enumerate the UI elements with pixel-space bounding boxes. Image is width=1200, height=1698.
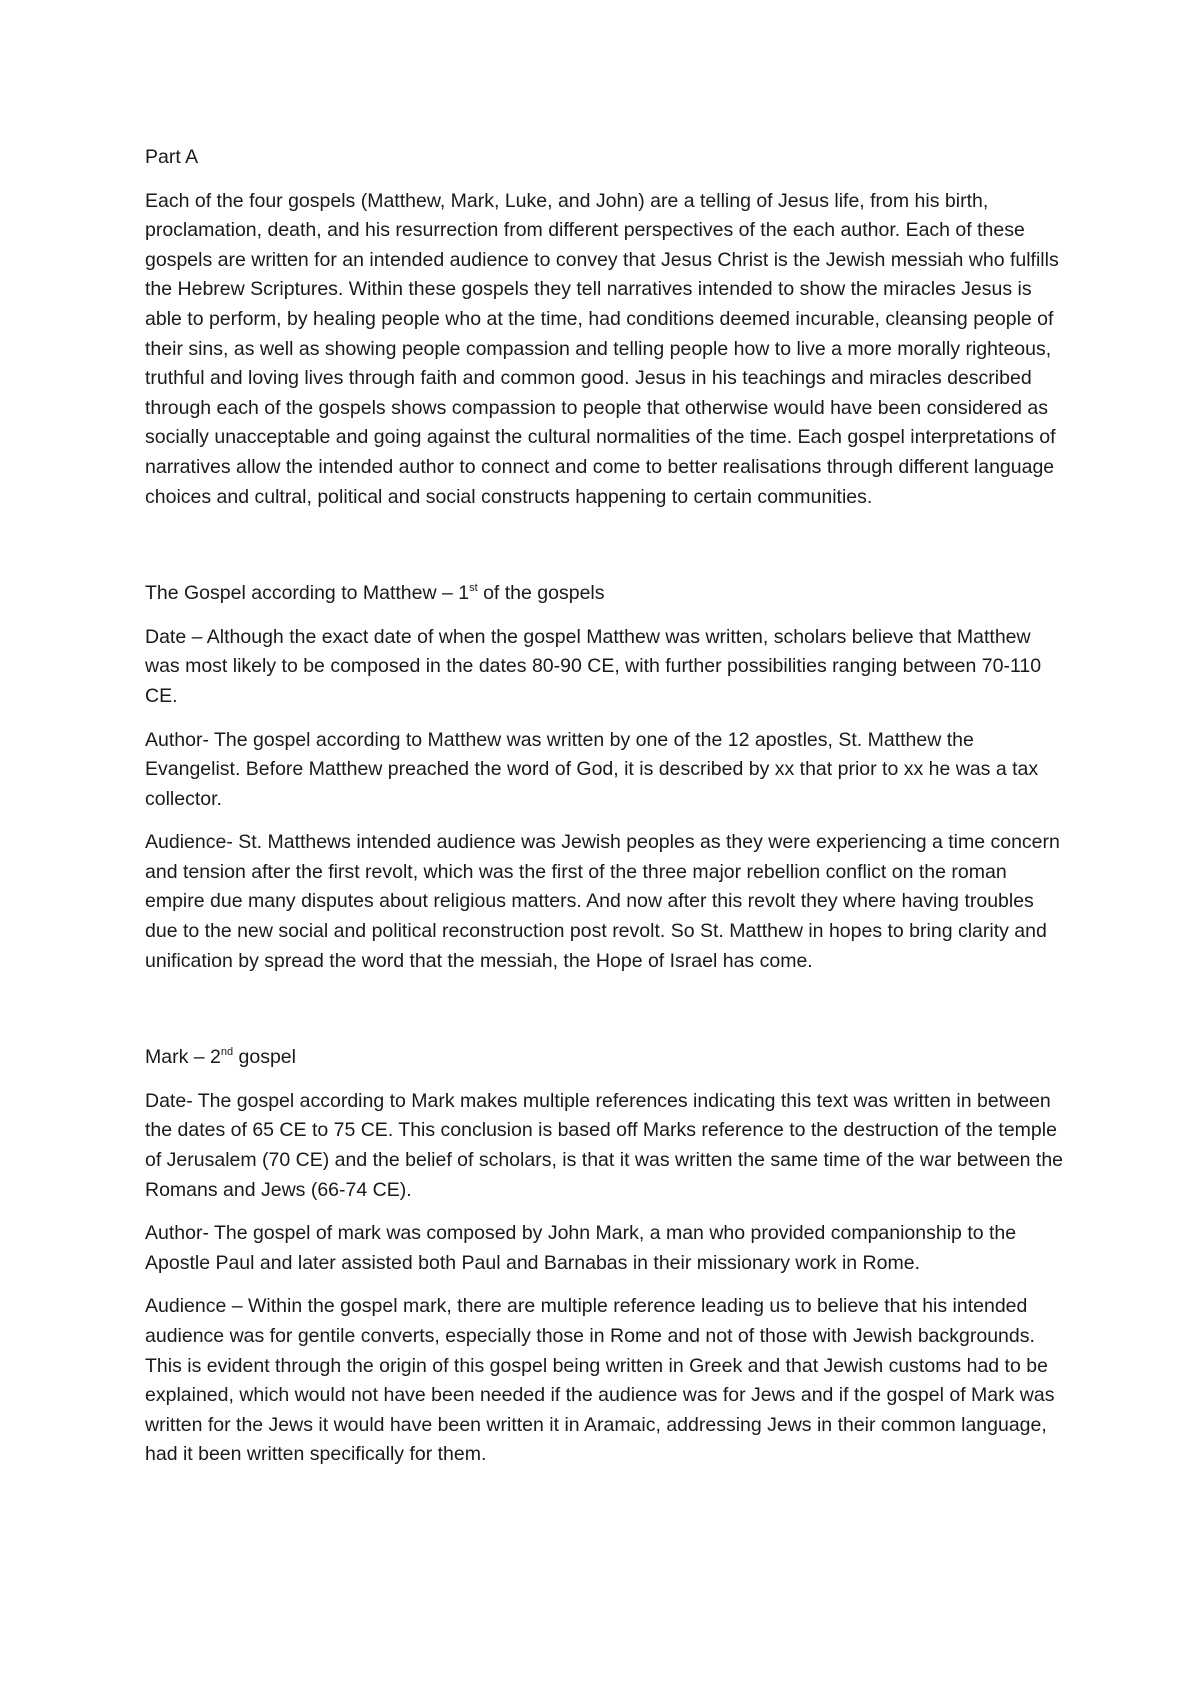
mark-date-paragraph: Date- The gospel according to Mark makes multiple references indicating this text was written in between the dates of 65 CE to 75 CE. This conclusion is based off Marks reference to the destruction of the temple of Jerusalem (70 CE) and the belief of scholars, is that it was written the same time of the war between the Romans and Jews (66-74 CE). [145,1089,1064,1201]
matthew-title-text: The Gospel according to Matthew – 1 [145,582,470,605]
matthew-author-paragraph: Author- The gospel according to Matthew was written by one of the 12 apostles, St. Matthew the Evangelist. Before Matthew preached the word of God, it is described by xx that prior to xx he was a tax collector. [145,728,1039,810]
mark-section-title [145,1043,1065,1073]
part-heading: Part A [145,146,199,168]
document-body [145,143,1065,1484]
mark-title-text: Mark – 2 [145,1046,221,1069]
matthew-date-paragraph: Date – Although the exact date of when the gospel Matthew was written, scholars believe that Matthew was most likely to be composed in the dates 80-90 CE, with further possibilities ranging between 70-110 CE. [145,625,1042,707]
matthew-audience-paragraph: Audience- St. Matthews intended audience was Jewish peoples as they were experiencing a time concern and tension after the first revolt, which was the first of the three major rebellion conflict on the roman empire due many disputes about religious matters. And now after this revolt they where having troubles due to the new social and political reconstruction post revolt. So St. Matthew in hopes to bring clarity and unification by spread the word that the messiah, the Hope of Israel has come. [145,831,1060,972]
mark-title-ordinal: nd [220,1045,234,1058]
mark-author-paragraph: Author- The gospel of mark was composed by John Mark, a man who provided companionship to the Apostle Paul and later assisted both Paul and Barnabas in their missionary work in Rome. [145,1222,1017,1274]
mark-title-suffix: gospel [233,1046,296,1069]
matthew-title-suffix: of the gospels [477,582,605,605]
matthew-section-title [145,579,1065,609]
intro-paragraph: Each of the four gospels (Matthew, Mark, Luke, and John) are a telling of Jesus life, from his birth, proclamation, death, and his resurrection from different perspectives of the each author. Each of these gospels are written for an intended audience to convey that Jesus Christ is the Jewish messiah who fulfills the Hebrew Scriptures. Within these gospels they tell narratives intended to show the miracles Jesus is able to perform, by healing people who at the time, had conditions deemed incurable, cleansing people of their sins, as well as showing people compassion and telling people how to live a more morally righteous, truthful and loving lives through faith and common good. Jesus in his teachings and miracles described through each of the gospels shows compassion to people that otherwise would have been considered as socially unacceptable and going against the cultural normalities of the time. Each gospel interpretations of narratives allow the intended author to connect and come to better realisations through different language choices and cultral, political and social constructs happening to certain communities. [145,189,1059,508]
section-spacer [145,990,1065,1043]
section-spacer [145,526,1065,579]
mark-audience-paragraph: Audience – Within the gospel mark, there are multiple reference leading us to believe that his intended audience was for gentile converts, especially those in Rome and not of those with Jewish backgrounds. This is evident through the origin of this gospel being written in Greek and that Jewish customs had to be explained, which would not have been needed if the audience was for Jews and if the gospel of Mark was written for the Jews it would have been written it in Aramaic, addressing Jews in their common language, had it been written specifically for them. [145,1295,1055,1466]
matthew-title-ordinal: st [469,581,478,594]
